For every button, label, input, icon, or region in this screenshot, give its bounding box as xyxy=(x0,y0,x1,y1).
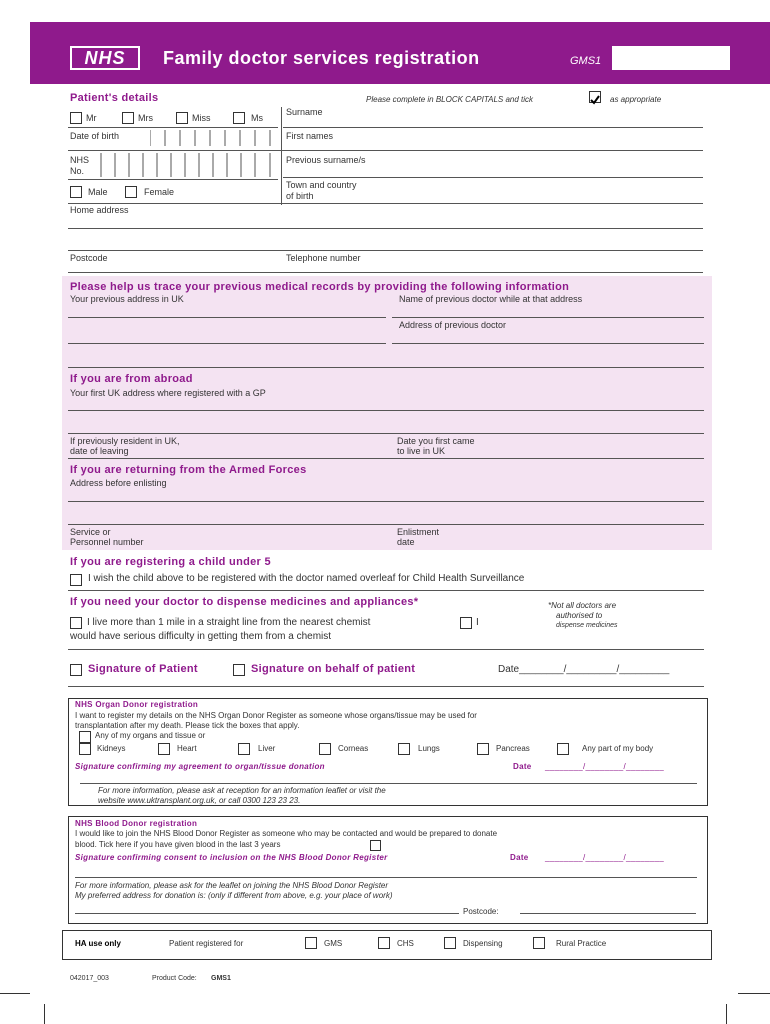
ha-gms-checkbox[interactable] xyxy=(305,937,317,949)
registered-for-label: Patient registered for xyxy=(169,939,244,948)
nhs-logo: NHS xyxy=(70,46,140,70)
signature-date-field[interactable]: Date________/_________/_________ xyxy=(498,664,670,675)
any-organs-checkbox[interactable] xyxy=(79,731,91,743)
ha-use-label: HA use only xyxy=(75,939,121,948)
address-before-enlisting-field[interactable] xyxy=(68,501,704,502)
blood-signature-label: Signature confirming consent to inclusion on the NHS Blood Donor Register xyxy=(75,853,388,862)
blood-donor-heading: NHS Blood Donor registration xyxy=(75,819,198,828)
blood-info-2: My preferred address for donation is: (only if different from above, e.g. your place of work) xyxy=(75,891,393,900)
title-ms-label: Ms xyxy=(251,113,263,123)
organ-pancreas-label: Pancreas xyxy=(496,744,530,753)
postcode-label: Postcode xyxy=(70,253,108,263)
organ-info-1: For more information, please ask at reception for an information leaflet or visit the xyxy=(98,786,386,795)
first-names-label: First names xyxy=(286,131,334,141)
title-mrs-label: Mrs xyxy=(138,113,153,123)
armed-forces-heading: If you are returning from the Armed Forces xyxy=(70,464,307,476)
first-names-field[interactable] xyxy=(68,150,703,151)
male-label: Male xyxy=(88,187,108,197)
organ-signature-label: Signature confirming my agreement to organ/tissue donation xyxy=(75,762,325,771)
child-surveillance-checkbox[interactable] xyxy=(70,574,82,586)
ha-dispensing-checkbox[interactable] xyxy=(444,937,456,949)
form-number-field[interactable] xyxy=(612,46,730,70)
child-surveillance-text: I wish the child above to be registered with the doctor named overleaf for Child Health Surveillance xyxy=(88,573,525,584)
instruction-tail: as appropriate xyxy=(610,95,662,104)
dob-label: Date of birth xyxy=(70,131,120,141)
section-divider xyxy=(68,686,704,687)
prev-address-label: Your previous address in UK xyxy=(70,294,184,304)
ha-dispensing-label: Dispensing xyxy=(463,939,503,948)
surname-field[interactable] xyxy=(283,127,703,128)
town-of-birth-field[interactable] xyxy=(68,203,703,204)
ha-rural-label: Rural Practice xyxy=(556,939,607,948)
blood-given-checkbox[interactable] xyxy=(370,840,381,851)
any-organs-label: Any of my organs and tissue or xyxy=(95,731,206,740)
blood-date-field[interactable]: ________/________/________ xyxy=(545,853,665,862)
title-miss-label: Miss xyxy=(192,113,211,123)
ha-gms-label: GMS xyxy=(324,939,343,948)
header-bar xyxy=(30,22,770,84)
organ-kidneys-label: Kidneys xyxy=(97,744,126,753)
preferred-address-field[interactable] xyxy=(75,913,459,914)
blood-info-1: For more information, please ask for the leaflet on joining the NHS Blood Donor Register xyxy=(75,881,389,890)
nhs-number-field[interactable] xyxy=(100,153,278,177)
organ-liver-checkbox[interactable] xyxy=(238,743,250,755)
child-heading: If you are registering a child under 5 xyxy=(70,556,271,568)
prev-doctor-address-field[interactable] xyxy=(392,343,704,344)
home-address-field-2[interactable] xyxy=(68,250,703,251)
footer-product-code: GMS1 xyxy=(211,975,231,982)
organ-donor-heading: NHS Organ Donor registration xyxy=(75,700,199,709)
organ-any-part-label: Any part of my body xyxy=(582,744,654,753)
title-miss-checkbox[interactable] xyxy=(176,112,188,124)
organ-date-label: Date xyxy=(513,762,532,771)
organ-heart-label: Heart xyxy=(177,744,197,753)
enlistment-date-label: Enlistment date xyxy=(397,527,440,547)
prev-doctor-label: Name of previous doctor while at that address xyxy=(399,294,583,304)
blood-signature-field[interactable] xyxy=(75,877,697,878)
first-uk-address-label: Your first UK address where registered with a GP xyxy=(70,388,266,398)
organ-heart-checkbox[interactable] xyxy=(158,743,170,755)
address-before-enlisting-label: Address before enlisting xyxy=(70,478,167,488)
previous-surnames-field[interactable] xyxy=(283,177,703,178)
section-divider xyxy=(68,590,704,591)
telephone-label: Telephone number xyxy=(286,253,361,263)
abroad-dates-field[interactable] xyxy=(68,458,704,459)
ha-chs-checkbox[interactable] xyxy=(378,937,390,949)
organ-lungs-checkbox[interactable] xyxy=(398,743,410,755)
nhs-number-label: NHS No. xyxy=(70,155,90,176)
date-of-leaving-label: If previously resident in UK, date of leaving xyxy=(70,436,180,456)
row-divider xyxy=(68,179,278,180)
tick-example-icon xyxy=(589,91,601,103)
dispense-heading: If you need your doctor to dispense medicines and appliances* xyxy=(70,596,419,608)
ha-chs-label: CHS xyxy=(397,939,414,948)
form-title: Family doctor services registration xyxy=(163,48,480,68)
patient-details-heading: Patient's details xyxy=(70,92,159,104)
section-divider xyxy=(68,649,704,650)
date-came-label: Date you first came to live in UK xyxy=(397,436,475,456)
surname-label: Surname xyxy=(286,107,323,117)
title-mr-label: Mr xyxy=(86,113,97,123)
title-ms-checkbox[interactable] xyxy=(233,112,245,124)
female-label: Female xyxy=(144,187,175,197)
postcode-telephone-field[interactable] xyxy=(68,272,703,273)
blood-donor-text-2: blood. Tick here if you have given blood in the last 3 years xyxy=(75,840,281,849)
organ-kidneys-checkbox[interactable] xyxy=(79,743,91,755)
prev-address-field-2[interactable] xyxy=(68,343,386,344)
title-mr-checkbox[interactable] xyxy=(70,112,82,124)
instruction-text: Please complete in BLOCK CAPITALS and tick xyxy=(366,95,534,104)
blood-postcode-label: Postcode: xyxy=(463,907,499,916)
prev-doctor-field[interactable] xyxy=(392,317,704,318)
organ-any-part-checkbox[interactable] xyxy=(557,743,569,755)
organ-signature-field[interactable] xyxy=(80,783,697,784)
dispense-distance-checkbox[interactable] xyxy=(70,617,82,629)
records-heading: Please help us trace your previous medical records by providing the following information xyxy=(70,281,570,293)
previous-surnames-label: Previous surname/s xyxy=(286,155,366,165)
home-address-field[interactable] xyxy=(68,228,703,229)
prev-doctor-address-label: Address of previous doctor xyxy=(399,320,507,330)
signature-behalf-label: Signature on behalf of patient xyxy=(251,663,416,675)
signature-patient-checkbox[interactable] xyxy=(70,664,82,676)
organ-donor-text-1: I want to register my details on the NHS Organ Donor Register as someone whose organs/tissue may be used for xyxy=(75,711,477,720)
crop-mark xyxy=(738,993,770,994)
footer-product-label: Product Code: xyxy=(152,975,197,982)
service-number-label: Service or Personnel number xyxy=(70,527,144,547)
signature-patient-label: Signature of Patient xyxy=(88,663,198,675)
first-uk-address-field[interactable] xyxy=(68,410,704,411)
prev-address-field-3[interactable] xyxy=(68,367,704,368)
town-of-birth-label: Town and country of birth xyxy=(286,180,357,201)
female-checkbox[interactable] xyxy=(125,186,137,198)
crop-mark xyxy=(0,993,30,994)
organ-date-field[interactable]: ________/________/________ xyxy=(545,762,665,771)
crop-mark xyxy=(44,1004,45,1024)
footer-code: 042017_003 xyxy=(70,975,109,982)
organ-lungs-label: Lungs xyxy=(418,744,440,753)
dispense-difficulty-text-a: I xyxy=(476,617,479,628)
dispense-note: *Not all doctors are authorised to dispense medicines xyxy=(548,601,618,629)
organ-pancreas-checkbox[interactable] xyxy=(477,743,489,755)
organ-donor-text-2: transplantation after my death. Please tick the boxes that apply. xyxy=(75,721,300,730)
dispense-distance-text: I live more than 1 mile in a straight line from the nearest chemist xyxy=(87,617,371,628)
ha-rural-checkbox[interactable] xyxy=(533,937,545,949)
dispense-difficulty-text-b: would have serious difficulty in getting them from a chemist xyxy=(70,631,332,642)
crop-mark xyxy=(726,1004,727,1024)
form-code: GMS1 xyxy=(570,55,602,67)
organ-corneas-checkbox[interactable] xyxy=(319,743,331,755)
male-checkbox[interactable] xyxy=(70,186,82,198)
organ-corneas-label: Corneas xyxy=(338,744,369,753)
column-divider xyxy=(281,107,282,205)
abroad-heading: If you are from abroad xyxy=(70,373,193,385)
blood-date-label: Date xyxy=(510,853,529,862)
organ-liver-label: Liver xyxy=(258,744,276,753)
dob-field[interactable] xyxy=(150,130,275,146)
blood-donor-text-1: I would like to join the NHS Blood Donor Register as someone who may be contacted and would be prepared to donate xyxy=(75,829,498,838)
title-mrs-checkbox[interactable] xyxy=(122,112,134,124)
signature-behalf-checkbox[interactable] xyxy=(233,664,245,676)
prev-address-field[interactable] xyxy=(68,317,386,318)
organ-info-2: website www.uktransplant.org.uk, or call 0300 123 23 23. xyxy=(98,796,301,805)
first-uk-address-field-2[interactable] xyxy=(68,433,704,434)
blood-postcode-field[interactable] xyxy=(520,913,696,914)
row-divider xyxy=(68,127,278,128)
address-before-enlisting-field-2[interactable] xyxy=(68,524,704,525)
home-address-label: Home address xyxy=(70,205,129,215)
dispense-difficulty-checkbox[interactable] xyxy=(460,617,472,629)
